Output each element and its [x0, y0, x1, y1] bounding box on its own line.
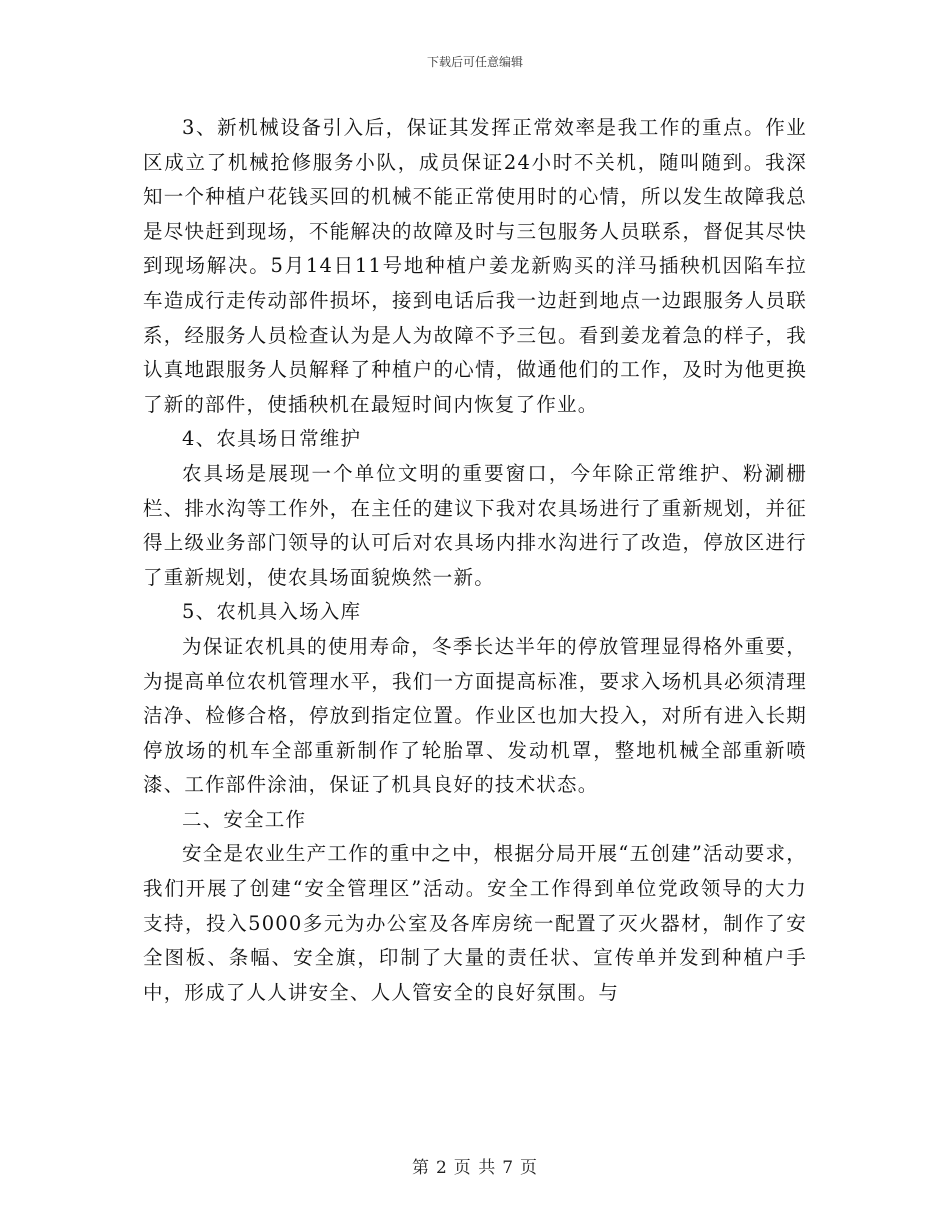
page-header-note: 下载后可任意编辑: [426, 55, 523, 69]
heading-yard-maintenance: 4、农具场日常维护: [182, 427, 362, 451]
paragraph-machinery-storage: 为保证农机具的使用寿命，冬季长达半年的停放管理显得格外重要，为提高单位农机管理水平，我们一方面提高标准，要求入场机具必须清理洁净、检修合格，停放到指定位置。作业区也加大投入，对所有进入长期停放场的机车全部重新制作了轮胎罩、发动机罩，整地机械全部重新喷漆、工作部件涂油，保证了机具良好的技术状态。: [143, 634, 807, 797]
page-footer: [0, 1153, 950, 1178]
footer-page-number: 2: [435, 1158, 448, 1178]
paragraph-safety-work: 安全是农业生产工作的重中之中，根据分局开展“五创建”活动要求，我们开展了创建“安全管理区”活动。安全工作得到单位党政领导的大力支持，投入5000多元为办公室及各库房统一配置了灭火器材，制作了安全图板、条幅、安全旗，印制了大量的责任状、宣传单并发到种植户手中，形成了人人讲安全、人人管安全的良好氛围。与: [143, 842, 807, 1004]
paragraph-machinery-repair: 3、新机械设备引入后，保证其发挥正常效率是我工作的重点。作业区成立了机械抢修服务小队，成员保证24小时不关机，随叫随到。我深知一个种植户花钱买回的机械不能正常使用时的心情，所以发生故障我总是尽快赶到现场，不能解决的故障及时与三包服务人员联系，督促其尽快到现场解决。5月14日11号地种植户姜龙新购买的洋马插秧机因陷车拉车造成行走传动部件损坏，接到电话后我一边赶到地点一边跟服务人员联系，经服务人员检查认为是人为故障不予三包。看到姜龙着急的样子，我认真地跟服务人员解释了种植户的心情，做通他们的工作，及时为他更换了新的部件，使插秧机在最短时间内恢复了作业。: [143, 116, 807, 416]
paragraph-yard-maintenance: 农具场是展现一个单位文明的重要窗口，今年除正常维护、粉涮栅栏、排水沟等工作外，在主任的建议下我对农具场进行了重新规划，并征得上级业务部门领导的认可后对农具场内排水沟进行了改造，停放区进行了重新规划，使农具场面貌焕然一新。: [143, 461, 807, 589]
heading-machinery-storage: 5、农机具入场入库: [182, 600, 362, 624]
footer-suffix: 页: [520, 1158, 539, 1178]
footer-prefix: 第: [411, 1158, 430, 1178]
footer-total-pages: 7: [502, 1158, 515, 1178]
heading-safety-work: 二、安全工作: [182, 807, 307, 831]
footer-middle: 页 共: [453, 1158, 497, 1178]
document-body: [143, 111, 807, 1010]
